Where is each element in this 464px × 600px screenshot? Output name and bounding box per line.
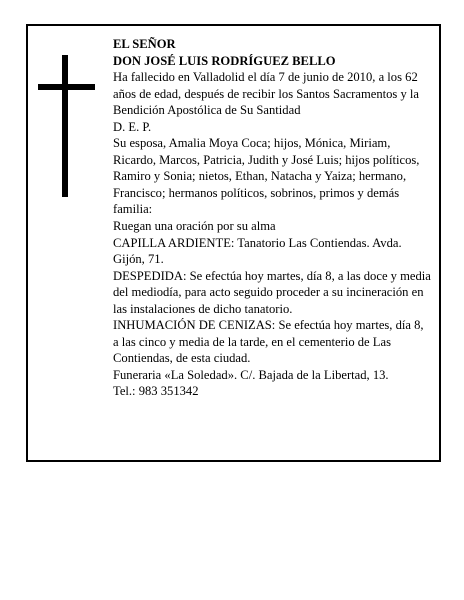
death-announcement: Ha fallecido en Valladolid el día 7 de junio de 2010, a los 62 años de edad, después de recibir los Santos Sacramentos y la Bendición Apostólica de Su Santidad (113, 70, 420, 118)
phone-number: Tel.: 983 351342 (113, 384, 199, 399)
rip-line: D. E. P. (113, 119, 152, 134)
farewell-info: DESPEDIDA: Se efectúa hoy martes, día 8, a las doce y media del mediodía, para acto seguido proceder a su incineración en las instalaciones de dicho tanatorio. (113, 268, 431, 316)
obituary-text (113, 36, 431, 400)
cross-icon (62, 55, 68, 197)
family-list: Su esposa, Amalia Moya Coca; hijos, Mónica, Miriam, Ricardo, Marcos, Patricia, Judith y José Luis; hijos políticos, Ramiro y Sonia; nietos, Ethan, Natacha y Yaiza; hermano, Francisco; hermanos políticos, sobrinos, primos y demás familia: (113, 136, 420, 217)
burial-info: INHUMACIÓN DE CENIZAS: Se efectúa hoy martes, día 8, a las cinco y media de la tarde, en el cementerio de Las Contiendas, de esta ciudad. (113, 318, 424, 366)
deceased-name: DON JOSÉ LUIS RODRÍGUEZ BELLO (113, 53, 336, 68)
chapel-info: CAPILLA ARDIENTE: Tanatorio Las Contiendas. Avda. Gijón, 71. (113, 235, 402, 267)
obituary-title: EL SEÑOR (113, 37, 176, 51)
funeral-home: Funeraria «La Soledad». C/. Bajada de la Libertad, 13. (113, 367, 389, 382)
cross-icon-crossbar (38, 84, 95, 90)
prayer-request: Ruegan una oración por su alma (113, 219, 276, 234)
